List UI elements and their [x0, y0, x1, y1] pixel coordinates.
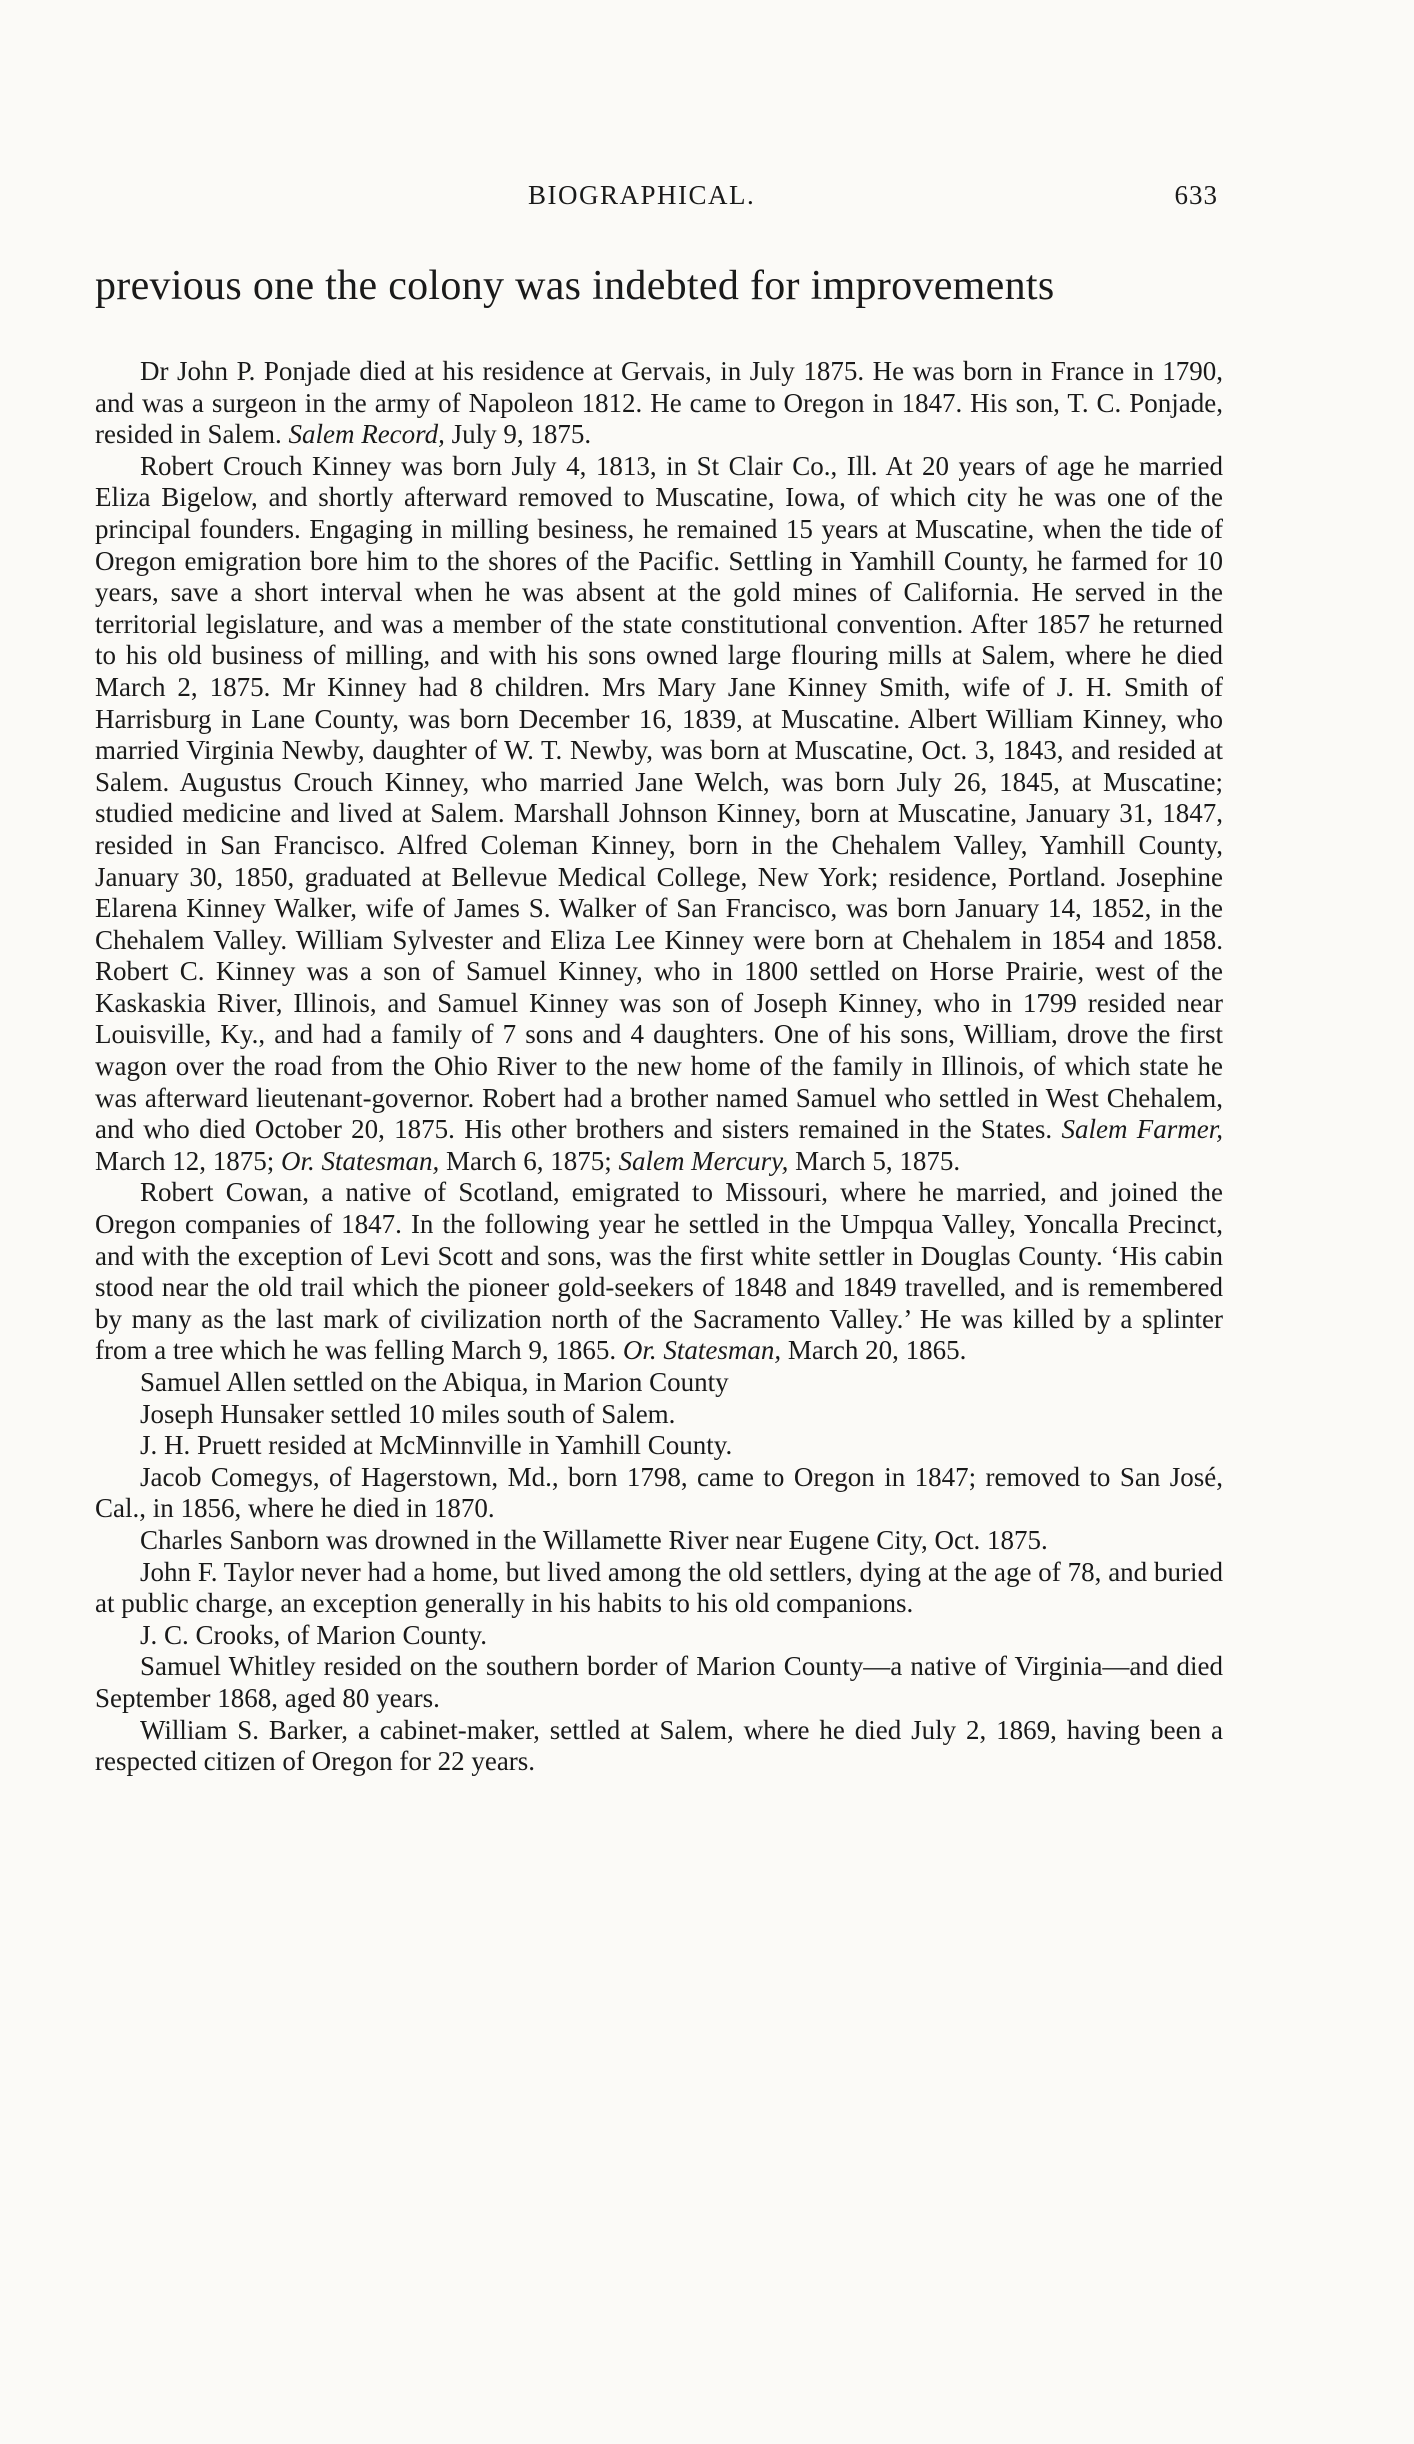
citation-italic: Salem Farmer,: [1061, 1114, 1224, 1145]
paragraph: [95, 356, 1223, 451]
paragraph: [95, 451, 1223, 1178]
text-run: Dr John P. Ponjade died at his residence at Gervais, in July 1875. He was born in France in 1790, and was a surgeon in the army of Napoleon 1812. He came to Oregon in 1847. His son, T. C. Ponjade, resided in Salem.: [95, 356, 1223, 450]
page-header: [0, 180, 1414, 220]
paragraph: [95, 1462, 1223, 1525]
text-run: Charles Sanborn was drowned in the Willamette River near Eugene City, Oct. 1875.: [140, 1524, 1048, 1555]
paragraph: [95, 1715, 1223, 1778]
body-text: [95, 356, 1223, 1778]
citation-italic: Salem Mercury,: [618, 1145, 789, 1176]
paragraph: [95, 1557, 1223, 1620]
paragraph: [95, 1177, 1223, 1367]
text-run: William S. Barker, a cabinet-maker, settled at Salem, where he died July 2, 1869, having been a respected citizen of Oregon for 22 years.: [95, 1714, 1223, 1777]
paragraph: [95, 1367, 1223, 1399]
text-run: March 12, 1875;: [95, 1145, 281, 1176]
text-run: Joseph Hunsaker settled 10 miles south of Salem.: [140, 1398, 676, 1429]
citation-italic: Salem Record,: [288, 419, 445, 450]
text-run: July 9, 1875.: [444, 419, 592, 450]
text-run: Samuel Allen settled on the Abiqua, in Marion County: [140, 1367, 729, 1397]
citation-italic: Or. Statesman,: [280, 1145, 440, 1176]
text-run: J. C. Crooks, of Marion County.: [140, 1619, 488, 1650]
text-run: Robert Crouch Kinney was born July 4, 1813, in St Clair Co., Ill. At 20 years of age he married Eliza Bigelow, and shortly afterward removed to Muscatine, Iowa, of which city he was one of the principal founders. Engaging in milling besiness, he remained 15 years at Muscatine, when the tide of Oregon emigration bore him to the shores of the Pacific. Settling in Yamhill County, he farmed for 10 years, save a short interval when he was absent at the gold mines of California. He served in the territorial legislature, and was a member of the state constitutional convention. After 1857 he returned to his old business of milling, and with his sons owned large flouring mills at Salem, where he died March 2, 1875. Mr Kinney had 8 children. Mrs Mary Jane Kinney Smith, wife of J. H. Smith of Harrisburg in Lane County, was born December 16, 1839, at Muscatine. Albert William Kinney, who married Virginia Newby, daughter of W. T. Newby, was born at Muscatine, Oct. 3, 1843, and resided at Salem. Augustus Crouch Kinney, who married Jane Welch, was born July 26, 1845, at Muscatine; studied medicine and lived at Salem. Marshall Johnson Kinney, born at Muscatine, January 31, 1847, resided in San Francisco. Alfred Coleman Kinney, born in the Chehalem Valley, Yamhill County, January 30, 1850, graduated at Bellevue Medical College, New York; residence, Portland. Josephine Elarena Kinney Walker, wife of James S. Walker of San Francisco, was born January 14, 1852, in the Chehalem Valley. William Sylvester and Eliza Lee Kinney were born at Chehalem in 1854 and 1858. Robert C. Kinney was a son of Samuel Kinney, who in 1800 settled on Horse Prairie, west of the Kaskaskia River, Illinois, and Samuel Kinney was son of Joseph Kinney, who in 1799 resided near Louisville, Ky., and had a family of 7 sons and 4 daughters. One of his sons, William, drove the first wagon over the road from the Ohio River to the new home of the family in Illinois, of which state he was afterward lieutenant-governor. Robert had a brother named Samuel who settled in West Chehalem, and who died October 20, 1875. His other brothers and sisters remained in the States.: [95, 450, 1223, 1145]
text-run: J. H. Pruett resided at McMinnville in Yamhill County.: [140, 1430, 733, 1461]
paragraph: [95, 1525, 1223, 1557]
paragraph: [95, 1651, 1223, 1714]
text-run: March 5, 1875.: [788, 1145, 961, 1176]
paragraph: [95, 1620, 1223, 1652]
text-run: John F. Taylor never had a home, but lived among the old settlers, dying at the age of 78, and buried at public charge, an exception generally in his habits to his old companions.: [95, 1556, 1223, 1619]
text-run: Samuel Whitley resided on the southern border of Marion County—a native of Virginia—and died September 1868, aged 80 years.: [95, 1651, 1223, 1713]
text-run: Robert Cowan, a native of Scotland, emigrated to Missouri, where he married, and joined the Oregon companies of 1847. In the following year he settled in the Umpqua Valley, Yoncalla Precinct, and with the exception of Levi Scott and sons, was the first white settler in Douglas County. ‘His cabin stood near the old trail which the pioneer gold-seekers of 1848 and 1849 travelled, and is remembered by many as the last mark of civilization north of the Sacramento Valley.’ He was killed by a splinter from a tree which he was felling March 9, 1865.: [95, 1177, 1223, 1366]
running-head: BIOGRAPHICAL.: [528, 180, 756, 210]
text-run: March 6, 1875;: [439, 1145, 619, 1176]
citation-italic: Or. Statesman,: [622, 1335, 782, 1366]
paragraph: [95, 1399, 1223, 1431]
text-run: Jacob Comegys, of Hagerstown, Md., born 1798, came to Oregon in 1847; removed to San José, Cal., in 1856, where he died in 1870.: [95, 1461, 1223, 1524]
text-run: March 20, 1865.: [781, 1335, 967, 1366]
paragraph: [95, 1430, 1223, 1462]
continuation-line: previous one the colony was indebted for improvements: [95, 263, 1055, 309]
page-number: 633: [1174, 180, 1218, 210]
